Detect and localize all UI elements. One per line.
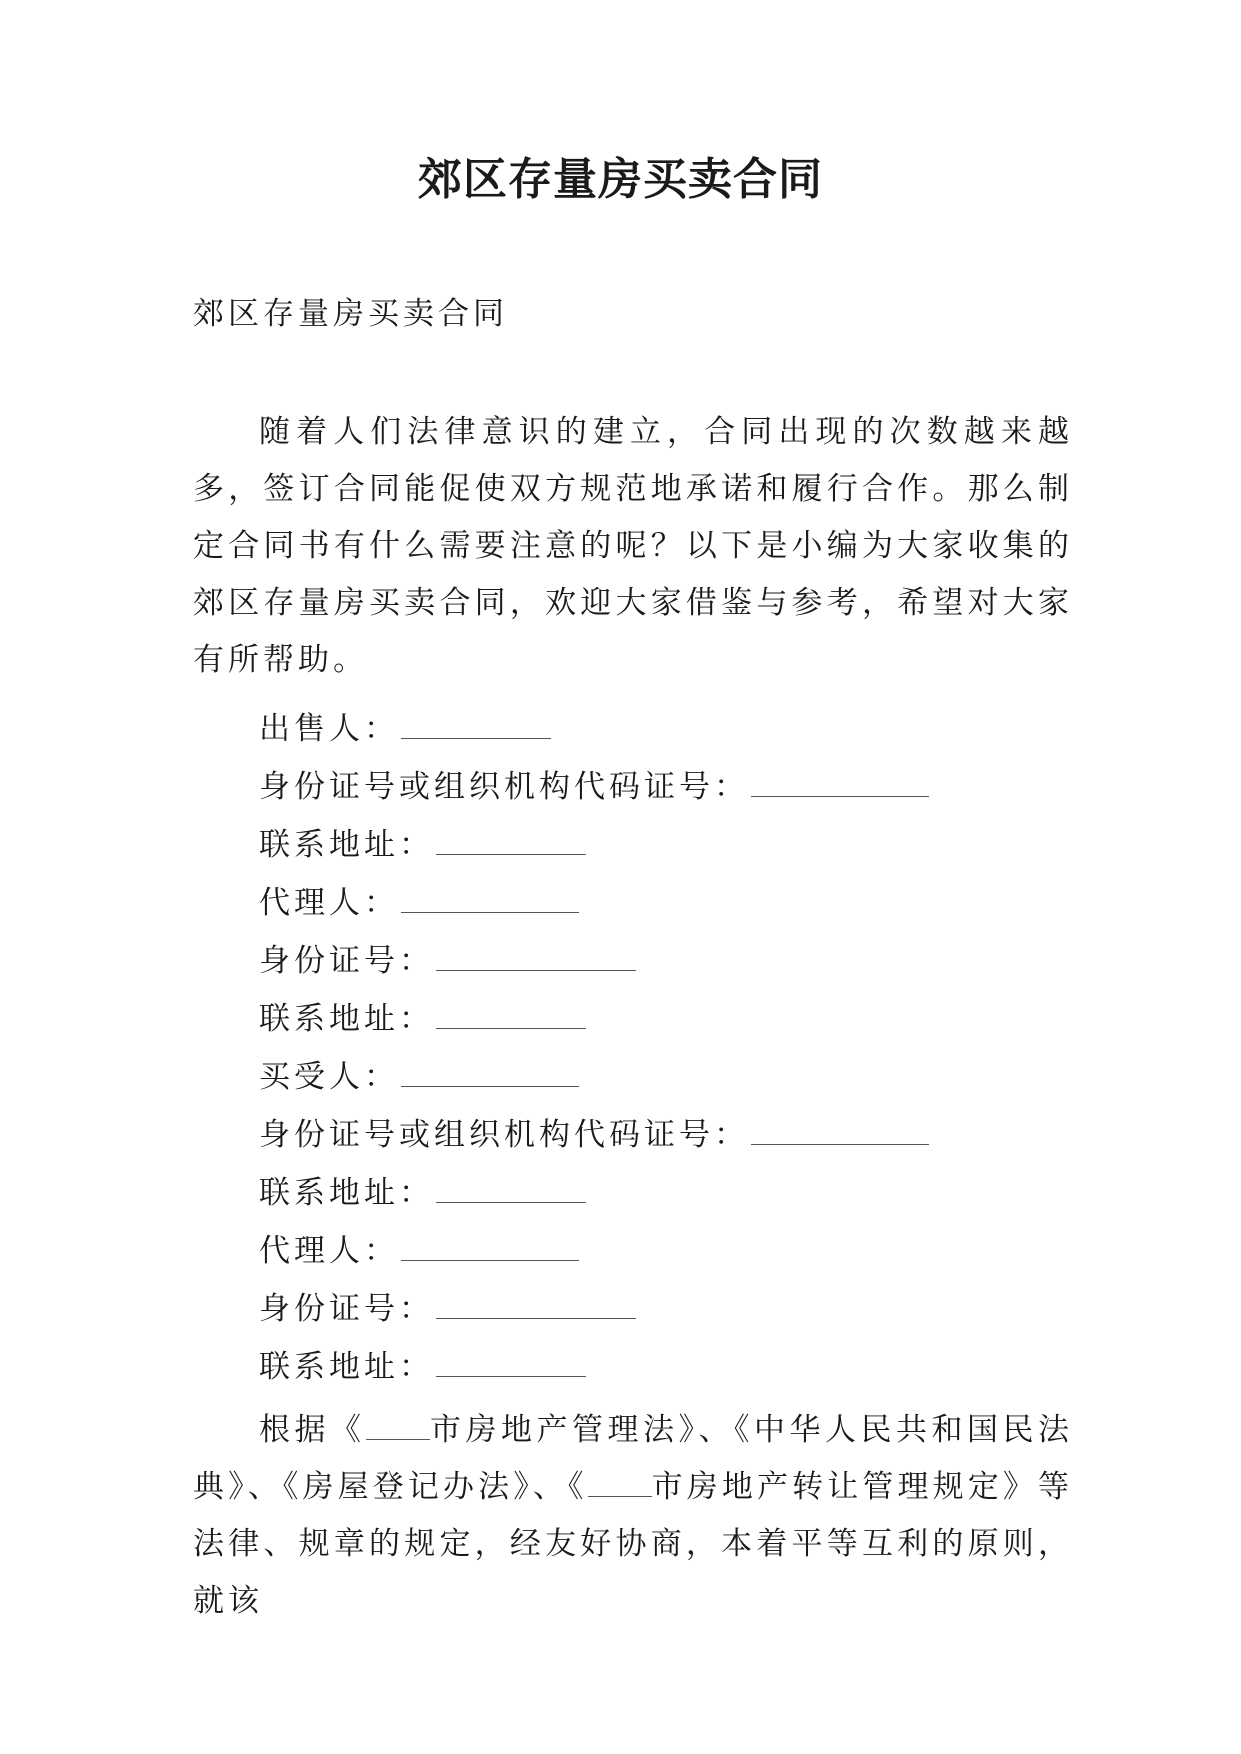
buyer-agent-id-field (259, 1280, 929, 1338)
seller-id-field (259, 758, 929, 816)
field-label: 身份证号或组织机构代码证号： (259, 1117, 749, 1153)
field-label: 身份证号或组织机构代码证号： (259, 769, 749, 805)
buyer-address-field (259, 1164, 929, 1222)
seller-agent-id-field (259, 932, 929, 990)
buyer-field (259, 1048, 929, 1106)
field-label: 联系地址： (259, 1001, 434, 1037)
seller-address-blank (436, 853, 586, 855)
field-label: 代理人： (259, 885, 399, 921)
seller-agent-blank (401, 911, 579, 913)
buyer-id-field (259, 1106, 929, 1164)
buyer-blank (401, 1085, 579, 1087)
city-blank-1 (366, 1438, 430, 1440)
field-label: 联系地址： (259, 827, 434, 863)
field-label: 联系地址： (259, 1175, 434, 1211)
seller-agent-id-blank (436, 969, 636, 971)
seller-address-field (259, 816, 929, 874)
field-label: 联系地址： (259, 1349, 434, 1385)
party-info-list (259, 700, 929, 1396)
field-label: 出售人： (259, 711, 399, 747)
document-subtitle: 郊区存量房买卖合同 (193, 296, 508, 332)
legal-basis-paragraph (193, 1402, 1073, 1630)
basis-text-2: 市房地产管理法》、《中华人民共和国民法典》、《房屋登记办法》、《 (193, 1412, 1073, 1505)
field-label: 身份证号： (259, 1291, 434, 1327)
buyer-agent-field (259, 1222, 929, 1280)
buyer-id-blank (751, 1143, 929, 1145)
intro-paragraph: 随着人们法律意识的建立，合同出现的次数越来越多，签订合同能促使双方规范地承诺和履行合作。那么制定合同书有什么需要注意的呢？以下是小编为大家收集的郊区存量房买卖合同，欢迎大家借鉴与参考，希望对大家有所帮助。 (193, 414, 1073, 678)
field-label: 买受人： (259, 1059, 399, 1095)
basis-text-3: 市房地产转让管理规定》等法律、规章的规定，经友好协商，本着平等互利的原则，就该 (193, 1469, 1074, 1619)
buyer-agent-address-field (259, 1338, 929, 1396)
field-label: 身份证号： (259, 943, 434, 979)
buyer-agent-blank (401, 1259, 579, 1261)
document-title: 郊区存量房买卖合同 (418, 154, 823, 205)
buyer-agent-id-blank (436, 1317, 636, 1319)
buyer-agent-address-blank (436, 1375, 586, 1377)
seller-field (259, 700, 929, 758)
seller-blank (401, 737, 551, 739)
buyer-address-blank (436, 1201, 586, 1203)
basis-text-1: 根据《 (259, 1412, 366, 1448)
seller-id-blank (751, 795, 929, 797)
field-label: 代理人： (259, 1233, 399, 1269)
city-blank-2 (588, 1495, 652, 1497)
seller-agent-address-blank (436, 1027, 586, 1029)
seller-agent-field (259, 874, 929, 932)
seller-agent-address-field (259, 990, 929, 1048)
